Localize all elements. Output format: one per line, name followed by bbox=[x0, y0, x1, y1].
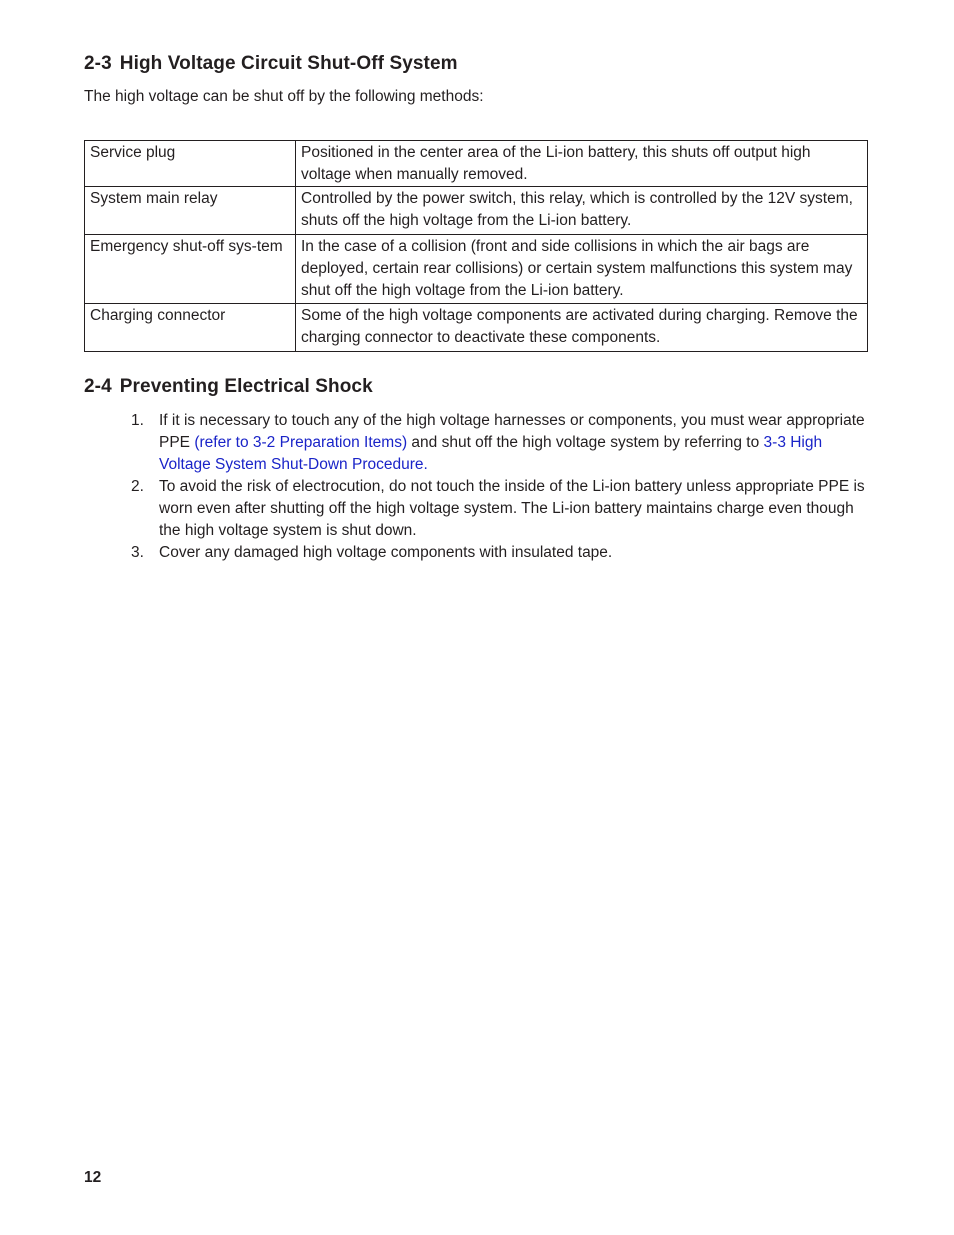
table-row bbox=[85, 141, 868, 187]
table-row bbox=[85, 304, 868, 352]
section-title: Preventing Electrical Shock bbox=[119, 376, 373, 397]
list-marker: 3. bbox=[131, 544, 144, 561]
table-row bbox=[85, 235, 868, 304]
section-number: 2-3 bbox=[84, 53, 112, 74]
step-text: If it is necessary to touch any of the high voltage harnesses or components, you must wear appropriate PPE bbox=[159, 412, 865, 451]
shut-off-methods-table bbox=[84, 140, 868, 352]
step-text: To avoid the risk of electrocution, do not touch the inside of the Li-ion battery unless appropriate PPE is worn even after shutting off the high voltage system. The Li-ion battery maintains charge even though the high voltage system is shut down. bbox=[159, 478, 865, 539]
method-description: Controlled by the power switch, this relay, which is controlled by the 12V system, shuts off the high voltage from the Li-ion battery. bbox=[296, 187, 868, 235]
section-title: High Voltage Circuit Shut-Off System bbox=[119, 53, 458, 74]
list-marker: 2. bbox=[131, 478, 144, 495]
step-text: and shut off the high voltage system by referring to bbox=[407, 434, 764, 451]
list-item bbox=[84, 542, 868, 564]
list-item bbox=[84, 476, 868, 542]
list-marker: 1. bbox=[131, 412, 144, 429]
method-name: Service plug bbox=[85, 141, 296, 187]
method-name: Emergency shut-off sys-tem bbox=[85, 235, 296, 304]
preparation-items-link[interactable]: (refer to 3-2 Preparation Items) bbox=[194, 434, 408, 451]
method-name: Charging connector bbox=[85, 304, 296, 352]
shut-down-procedure-link[interactable]: 3-3 High Voltage System Shut-Down Procedure. bbox=[159, 434, 823, 473]
section-intro: The high voltage can be shut off by the following methods: bbox=[84, 88, 484, 105]
page-number: 12 bbox=[84, 1169, 102, 1186]
method-description: Positioned in the center area of the Li-ion battery, this shuts off output high voltage when manually removed. bbox=[296, 141, 868, 187]
section-number: 2-4 bbox=[84, 376, 112, 397]
table-row bbox=[85, 187, 868, 235]
method-name: System main relay bbox=[85, 187, 296, 235]
section-heading-2-3 bbox=[84, 53, 458, 75]
list-item bbox=[84, 410, 868, 476]
method-description: In the case of a collision (front and side collisions in which the air bags are deployed, certain rear collisions) or certain system malfunctions this system may shut off the high voltage from the Li-ion battery. bbox=[296, 235, 868, 304]
section-heading-2-4 bbox=[84, 376, 373, 398]
step-text: Cover any damaged high voltage components with insulated tape. bbox=[159, 544, 613, 561]
shock-prevention-steps bbox=[84, 410, 868, 564]
method-description: Some of the high voltage components are activated during charging. Remove the charging connector to deactivate these components. bbox=[296, 304, 868, 352]
